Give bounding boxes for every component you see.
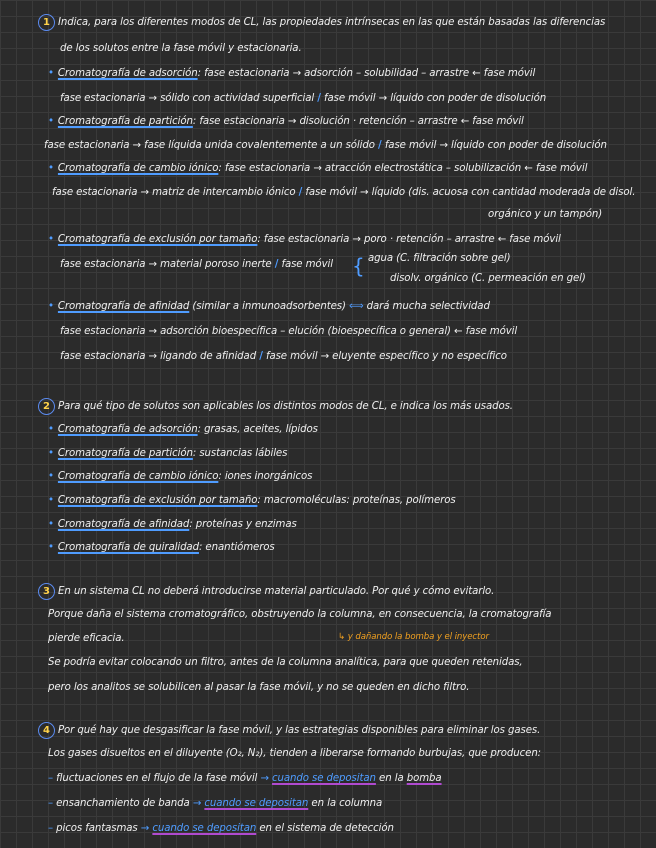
list-item-detail: fase estacionaria → fase líquida unida covalentemente a un sólido / fase móvil → líquido con poder de disolución	[44, 140, 607, 151]
list-item-detail: fase estacionaria → ligando de afinidad / fase móvil → eluyente específico y no específico	[60, 351, 507, 362]
question-title-cont: de los solutos entre la fase móvil y estacionaria.	[60, 43, 302, 54]
list-item: • Cromatografía de afinidad: proteínas y enzimas	[48, 519, 297, 530]
question-number-badge: 1	[38, 14, 55, 31]
list-item-detail: fase estacionaria → sólido con actividad superficial / fase móvil → líquido con poder de disolución	[60, 93, 547, 104]
question-title: En un sistema CL no deberá introducirse material particulado. Por qué y cómo evitarlo.	[58, 586, 495, 597]
bullet-icon: •	[48, 471, 54, 482]
arrow-icon: ⟺	[349, 301, 364, 312]
answer-note: ↳ y dañando la bomba y el inyector	[338, 632, 489, 642]
list-item: – picos fantasmas → cuando se depositan en el sistema de detección	[48, 823, 394, 834]
arrow-icon: ↳	[338, 632, 348, 642]
bullet-icon: •	[48, 448, 54, 459]
list-item: – fluctuaciones en el flujo de la fase móvil → cuando se depositan en la bomba	[48, 773, 442, 784]
list-item: – ensanchamiento de banda → cuando se depositan en la columna	[48, 798, 383, 809]
answer-line: Porque daña el sistema cromatográfico, obstruyendo la columna, en consecuencia, la cromatografía	[48, 609, 552, 620]
answer-line: pero los analitos se solubilicen al pasar la fase móvil, y no se queden en dicho filtro.	[48, 682, 470, 693]
bullet-icon: •	[48, 519, 54, 530]
list-item: • Cromatografía de exclusión por tamaño: fase estacionaria → poro · retención – arrastre ← fase móvil	[48, 234, 561, 245]
list-item-detail: fase estacionaria → adsorción bioespecífica – elución (bioespecífica o general) ← fase móvil	[60, 326, 518, 337]
bullet-icon: •	[48, 116, 54, 127]
bullet-icon: •	[48, 163, 54, 174]
list-item: • Cromatografía de exclusión por tamaño: macromoléculas: proteínas, polímeros	[48, 495, 456, 506]
bullet-icon: •	[48, 68, 54, 79]
list-item: • Cromatografía de cambio iónico: iones inorgánicos	[48, 471, 313, 482]
bullet-icon: •	[48, 495, 54, 506]
list-item: • Cromatografía de afinidad (similar a inmunoadsorbentes) ⟺ dará mucha selectividad	[48, 301, 490, 312]
list-item: • Cromatografía de quiralidad: enantiómeros	[48, 542, 275, 553]
list-item: • Cromatografía de adsorción: grasas, aceites, lípidos	[48, 424, 318, 435]
list-item-detail: fase estacionaria → matriz de intercambio iónico / fase móvil → líquido (dis. acuosa con cantidad moderada de disol.	[52, 187, 636, 198]
brace-icon: {	[352, 254, 365, 278]
question-title: Indica, para los diferentes modos de CL, las propiedades intrínsecas en las que están basadas las diferencias	[58, 17, 606, 28]
bullet-icon: •	[48, 234, 54, 245]
bullet-icon: •	[48, 542, 54, 553]
question-title: Por qué hay que desgasificar la fase móvil, y las estrategias disponibles para eliminar los gases.	[58, 725, 541, 736]
answer-line: Los gases disueltos en el diluyente (O₂, N₂), tienden a liberarse formando burbujas, que producen:	[48, 748, 542, 759]
option-item: disolv. orgánico (C. permeación en gel)	[390, 273, 586, 284]
list-item: • Cromatografía de partición: fase estacionaria → disolución · retención – arrastre ← fase móvil	[48, 116, 524, 127]
question-number-badge: 3	[38, 583, 55, 600]
question-number-badge: 2	[38, 398, 55, 415]
list-item-detail-cont: orgánico y un tampón)	[488, 209, 603, 220]
list-item: • Cromatografía de adsorción: fase estacionaria → adsorción – solubilidad – arrastre ← fase móvil	[48, 68, 536, 79]
list-item: • Cromatografía de cambio iónico: fase estacionaria → atracción electrostática – solubilización ← fase móvil	[48, 163, 588, 174]
list-item-detail: fase estacionaria → material poroso inerte / fase móvil	[60, 259, 333, 270]
list-item: • Cromatografía de partición: sustancias lábiles	[48, 448, 288, 459]
answer-line: Se podría evitar colocando un filtro, antes de la columna analítica, para que queden retenidas,	[48, 657, 523, 668]
bullet-icon: •	[48, 424, 54, 435]
question-number-badge: 4	[38, 722, 55, 739]
answer-line: pierde eficacia.	[48, 633, 125, 644]
bullet-icon: •	[48, 301, 54, 312]
question-title: Para qué tipo de solutos son aplicables los distintos modos de CL, e indica los más usados.	[58, 401, 513, 412]
option-item: agua (C. filtración sobre gel)	[368, 253, 511, 264]
